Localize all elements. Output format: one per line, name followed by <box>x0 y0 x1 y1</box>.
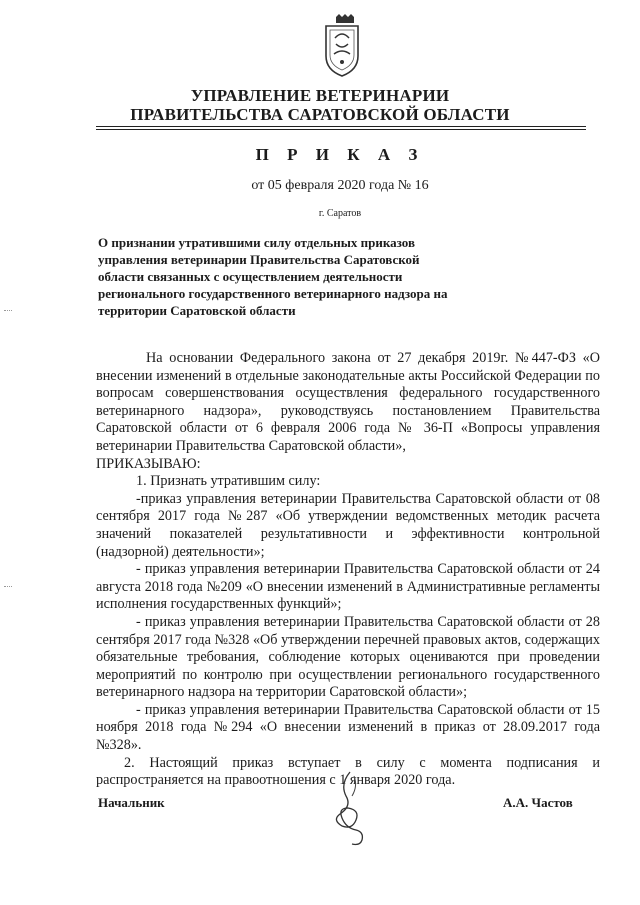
document-city: г. Саратов <box>318 208 362 219</box>
document-date: от 05 февраля 2020 года № 16 <box>251 178 429 193</box>
signatory-name: А.А. Частов <box>503 795 573 810</box>
org-name-line-1: УПРАВЛЕНИЕ ВЕТЕРИНАРИИ <box>190 86 450 105</box>
item-2: 2. Настоящий приказ вступает в силу с момента подписания и распространяется на правоотношения с 1 января 2020 года. <box>96 754 600 789</box>
document-subject: О признании утратившими силу отдельных приказов управления ветеринарии Правительства Саратовской области связанных с осуществлением деятельности регионального государственного ветеринарного надзора на территории Саратовской области <box>98 235 448 318</box>
header-divider-thin <box>96 129 586 130</box>
repealed-order-2: - приказ управления ветеринарии Правительства Саратовской области от 24 августа 2018 года №209 «О внесении изменений в Административные регламенты исполнения государственных функций»; <box>96 561 600 613</box>
document-title: П Р И К А З <box>255 145 425 164</box>
coat-of-arms-emblem <box>320 14 364 78</box>
margin-mark <box>4 310 12 311</box>
document-body <box>96 350 600 790</box>
preamble-paragraph: На основании Федерального закона от 27 декабря 2019г. №447-ФЗ «О внесении изменений в отдельные законодательные акты Российской Федерации по вопросам совершенствования осуществления федерального государственного ветеринарного надзора», руководствуясь постановлением Правительства Саратовской области от 6 февраля 2006 года № 36-П «Вопросы управления ветеринарии Правительства Саратовской области», <box>96 350 600 454</box>
handwritten-signature <box>328 768 378 846</box>
margin-mark <box>4 586 12 587</box>
repealed-order-3: - приказ управления ветеринарии Правительства Саратовской области от 28 сентября 2017 года №328 «Об утверждении перечней правовых актов, содержащих обязательные требования, соблюдение которых оцениваются при проведении мероприятий по контролю при осуществлении регионального государственного ветеринарного надзора на территории Саратовской области»; <box>96 613 600 701</box>
order-word: ПРИКАЗЫВАЮ: <box>96 455 201 472</box>
header-divider <box>96 126 586 127</box>
repealed-order-4: - приказ управления ветеринарии Правительства Саратовской области от 15 ноября 2018 года №294 «О внесении изменений в приказ от 28.09.2017 года №328». <box>96 701 600 754</box>
item-1: 1. Признать утратившим силу: <box>136 473 321 490</box>
org-name-line-2: ПРАВИТЕЛЬСТВА САРАТОВСКОЙ ОБЛАСТИ <box>130 105 510 124</box>
signatory-position: Начальник <box>98 795 165 810</box>
repealed-order-1: -приказ управления ветеринарии Правительства Саратовской области от 08 сентября 2017 года №287 «Об утверждении ведомственных методик расчета значений показателей результативности и эффективности контрольной (надзорной) деятельности»; <box>96 490 600 560</box>
